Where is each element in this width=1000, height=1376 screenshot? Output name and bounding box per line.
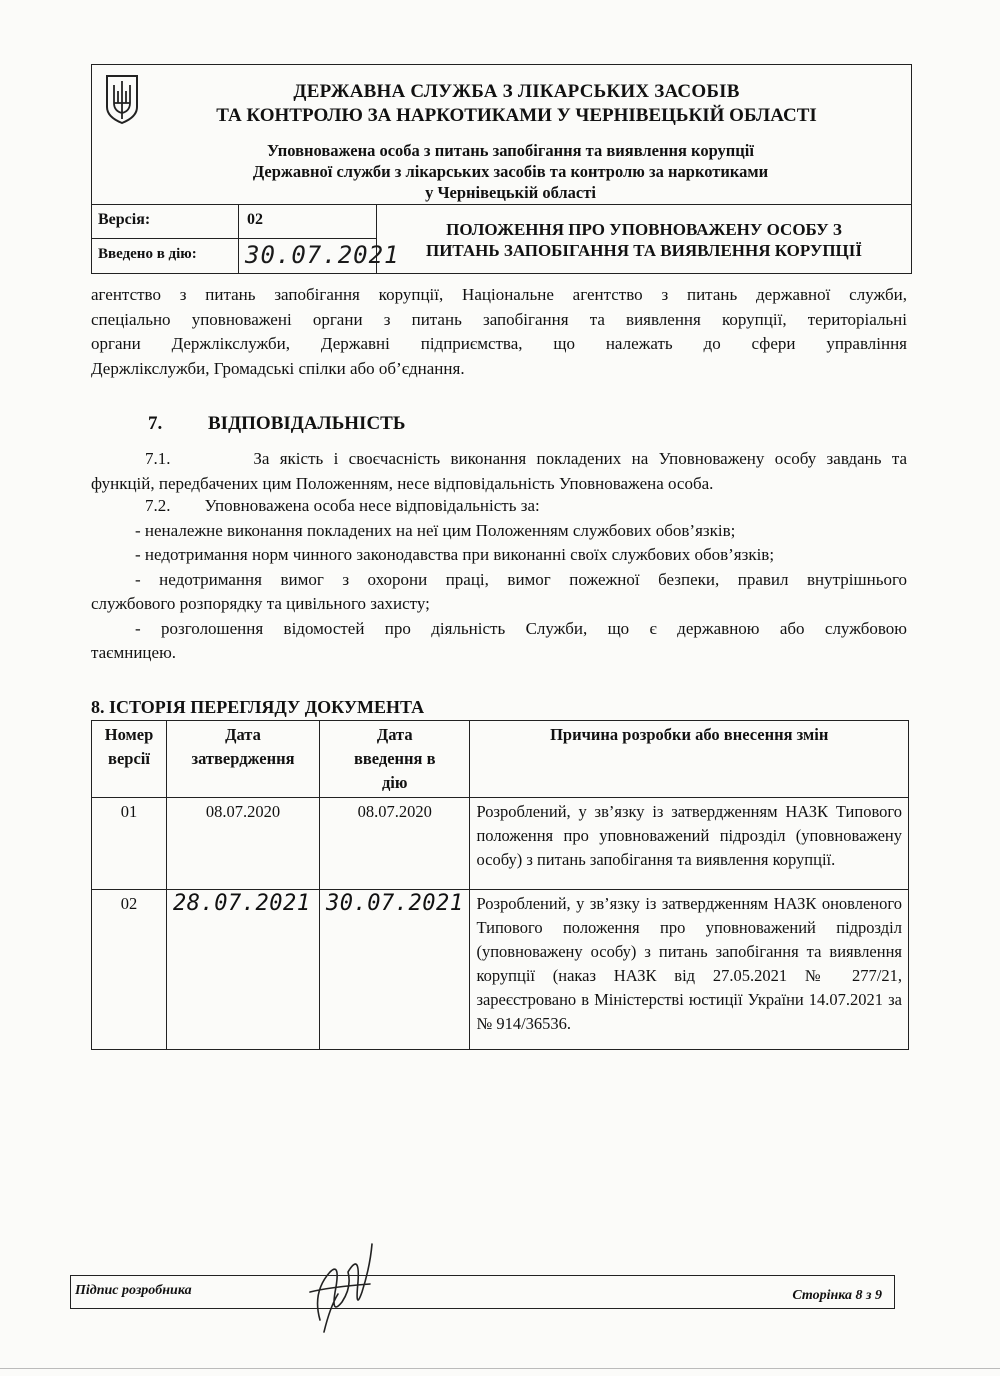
cell-version: 02 bbox=[92, 890, 167, 1050]
header-effective-date bbox=[320, 721, 470, 798]
header-text: Дата bbox=[225, 725, 261, 744]
intro-paragraph bbox=[91, 283, 907, 381]
list-item: - неналежне виконання покладених на неї цим Положенням службових обов’язків; bbox=[135, 520, 736, 540]
list-item: - недотримання вимог з охорони праці, вимог пожежної безпеки, правил внутрішнього bbox=[135, 569, 907, 589]
organization-name-line1: ДЕРЖАВНА СЛУЖБА З ЛІКАРСЬКИХ ЗАСОБІВ bbox=[293, 81, 740, 102]
list-item-continuation: таємницею. bbox=[91, 643, 177, 662]
intro-line: Держлікслужби, Громадські спілки або об’єднання. bbox=[91, 358, 465, 378]
effective-date-value: 30.07.2021 bbox=[239, 239, 377, 273]
document-title-line1: ПОЛОЖЕННЯ ПРО УПОВНОВАЖЕНУ ОСОБУ З bbox=[446, 220, 842, 239]
page-number: Сторінка 8 з 9 bbox=[792, 1288, 882, 1303]
clause-7-1-text: За якість і своєчасність виконання покладених на Уповноважену особу завдань та bbox=[253, 449, 908, 468]
section-7-title: ВІДПОВІДАЛЬНІСТЬ bbox=[208, 413, 406, 434]
section-8-heading: 8. ІСТОРІЯ ПЕРЕГЛЯДУ ДОКУМЕНТА bbox=[91, 697, 425, 717]
cell-reason: Розроблений, у зв’язку із затвердженням НАЗК Типового положення про уповноважений підрозділ (уповноважену особу) з питань запобігання та виявлення корупції. bbox=[470, 798, 909, 890]
scan-edge-line bbox=[0, 1368, 1000, 1369]
effective-date-label: Введено в дію: bbox=[92, 239, 239, 273]
list-item: - розголошення відомостей про діяльність Служби, що є державною або службовою bbox=[135, 618, 907, 638]
clause-7-1-number: 7.1. bbox=[145, 449, 171, 468]
cell-approval-date: 28.07.2021 bbox=[167, 890, 320, 1050]
authorized-person-line1: Уповноважена особа з питань запобігання та виявлення корупції bbox=[267, 141, 754, 160]
document-meta-row bbox=[92, 205, 911, 273]
organization-block bbox=[92, 65, 911, 205]
clause-7-1-line1 bbox=[91, 447, 907, 472]
version-value: 02 bbox=[239, 205, 377, 239]
section-7-number: 7. bbox=[148, 413, 163, 434]
cell-version: 01 bbox=[92, 798, 167, 890]
header-text: Номер bbox=[104, 725, 154, 744]
intro-line: спеціально уповноважені органи з питань запобігання та виявлення корупції, територіальні bbox=[91, 309, 907, 329]
header-text: затвердження bbox=[191, 749, 295, 768]
intro-line: органи Держлікслужби, Державні підприємства, що належать до сфери управління bbox=[91, 334, 907, 353]
section-7-heading bbox=[148, 413, 405, 435]
cell-effective-date: 08.07.2020 bbox=[320, 798, 470, 890]
clause-7-1 bbox=[91, 447, 907, 496]
cell-reason: Розроблений, у зв’язку із затвердженням НАЗК оновленого Типового положення про уповноважений підрозділ (уповноважену особу) з питань запобігання та виявлення корупції (наказ НАЗК від 27.05.2021 № 277/21, зареєстровано в Міністерстві юстиції України 14.07.2021 за № 914/36536. bbox=[470, 890, 909, 1050]
table-row bbox=[92, 890, 909, 1050]
document-header bbox=[91, 64, 912, 274]
clause-7-2-number: 7.2. bbox=[145, 496, 171, 515]
header-text: дію bbox=[381, 773, 408, 792]
header-text: Дата bbox=[376, 725, 413, 744]
cell-effective-date: 30.07.2021 bbox=[320, 890, 470, 1050]
header-approval-date bbox=[167, 721, 320, 798]
clause-7-1-line2: функцій, передбачених цим Положенням, несе відповідальність Уповноважена особа. bbox=[91, 473, 714, 493]
list-item: - недотримання норм чинного законодавства при виконанні своїх службових обов’язків; bbox=[135, 545, 775, 564]
page-footer bbox=[70, 1275, 895, 1309]
document-title-line2: ПИТАНЬ ЗАПОБІГАННЯ ТА ВИЯВЛЕННЯ КОРУПЦІЇ bbox=[425, 241, 863, 260]
document-title bbox=[377, 205, 911, 273]
table-header-row bbox=[92, 721, 909, 798]
revision-history-table bbox=[91, 720, 909, 1050]
authorized-person-line3: у Чернівецькій області bbox=[425, 183, 596, 202]
header-text: версії bbox=[108, 749, 150, 768]
clause-7-2-line bbox=[91, 494, 907, 519]
version-label: Версія: bbox=[92, 205, 239, 239]
clause-7-2-text: Уповноважена особа несе відповідальність за: bbox=[204, 496, 540, 515]
table-row bbox=[92, 798, 909, 890]
cell-approval-date: 08.07.2020 bbox=[167, 798, 320, 890]
list-item-continuation: службового розпорядку та цивільного захисту; bbox=[91, 594, 430, 613]
developer-signature-label: Підпис розробника bbox=[75, 1283, 192, 1298]
header-version bbox=[92, 721, 167, 798]
clause-7-2 bbox=[91, 494, 907, 666]
organization-name-line2: ТА КОНТРОЛЮ ЗА НАРКОТИКАМИ У ЧЕРНІВЕЦЬКІЙ ОБЛАСТІ bbox=[216, 105, 817, 126]
authorized-person-line2: Державної служби з лікарських засобів та контролю за наркотиками bbox=[252, 162, 769, 181]
header-reason: Причина розробки або внесення змін bbox=[470, 721, 909, 798]
intro-line: агентство з питань запобігання корупції, Національне агентство з питань державної служби, bbox=[91, 285, 907, 304]
header-text: введення в bbox=[353, 749, 436, 768]
